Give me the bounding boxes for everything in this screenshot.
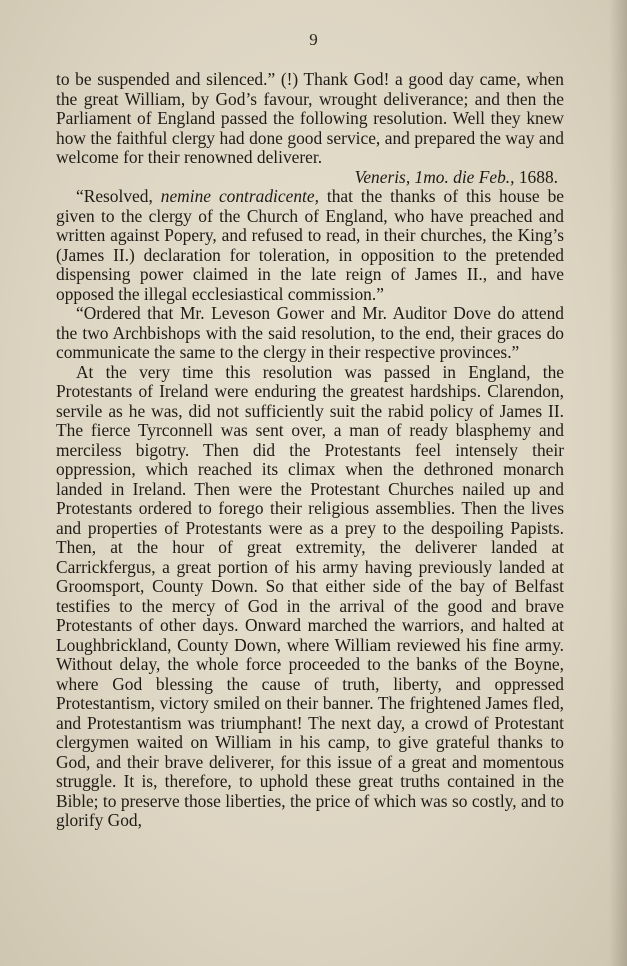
- paragraph-deliverance: to be suspended and silenced.” (!) Thank God! a good day came, when the great William, by God’s favour, wrought deliverance; and then the Parliament of England passed the following resolution. Well they knew how the faithful clergy had done good service, and prepared the way and welcome for their renowned deliverer.: [56, 69, 564, 167]
- resolved-opening: “Resolved,: [76, 186, 161, 206]
- paragraph-ireland: At the very time this resolution was passed in England, the Protestants of Ireland were enduring the greatest hardships. Clarendon, servile as he was, did not sufficiently suit the rabid policy of James II. The fierce Tyrconnell was sent over, a man of ready blasphemy and merciless bigotry. Then did the Protestants feel intensely their oppression, which reached its climax when the dethroned monarch landed in Ireland. Then were the Protestant Churches nailed up and Protestants ordered to forego their religious assemblies. Then the lives and properties of Protestants were as a prey to the despoiling Papists. Then, at the hour of great extremity, the deliverer landed at Carrickfergus, a great portion of his army having previously landed at Groomsport, County Down. So that either side of the bay of Belfast testifies to the mercy of God in the arrival of the good and brave Protestants of other days. Onward marched the warriors, and halted at Loughbrickland, County Down, where William reviewed his fine army. Without delay, the whole force proceeded to the banks of the Boyne, where God blessing the cause of truth, liberty, and oppressed Protestantism, victory smiled on their banner. The frightened James fled, and Protestantism was triumphant! The next day, a crowd of Protestant clergymen waited on William in his camp, to give grateful thanks to God, and their brave deliverer, for this issue of a great and momentous struggle. It is, therefore, to uphold these great truths contained in the Bible; to preserve those liberties, the price of which was so costly, and to glorify God,: [56, 361, 564, 830]
- resolved-latin-phrase: nemine contradicente,: [160, 186, 319, 206]
- page-number: 9: [309, 30, 318, 49]
- dateline-year: 1688.: [518, 166, 558, 187]
- paragraph-resolved: [56, 187, 564, 304]
- resolved-body: that the thanks of this house be given to the clergy of the Church of England, who have preached and written against Popery, and refused to read, in their churches, the King’s (James II.) declaration for toleration, in opposition to the pretended dispensing power claimed in the late reign of James II., and have opposed the illegal ecclesiastical commission.”: [56, 186, 565, 304]
- dateline-italic: Veneris, 1mo. die Feb.,: [354, 166, 515, 187]
- paragraph-ordered: “Ordered that Mr. Leveson Gower and Mr. Auditor Dove do attend the two Archbishops with the said resolution, to the end, their graces do communicate the same to the clergy in their respective provinces.”: [56, 303, 564, 362]
- resolution-dateline: [56, 168, 564, 188]
- page-body-text: [56, 70, 564, 831]
